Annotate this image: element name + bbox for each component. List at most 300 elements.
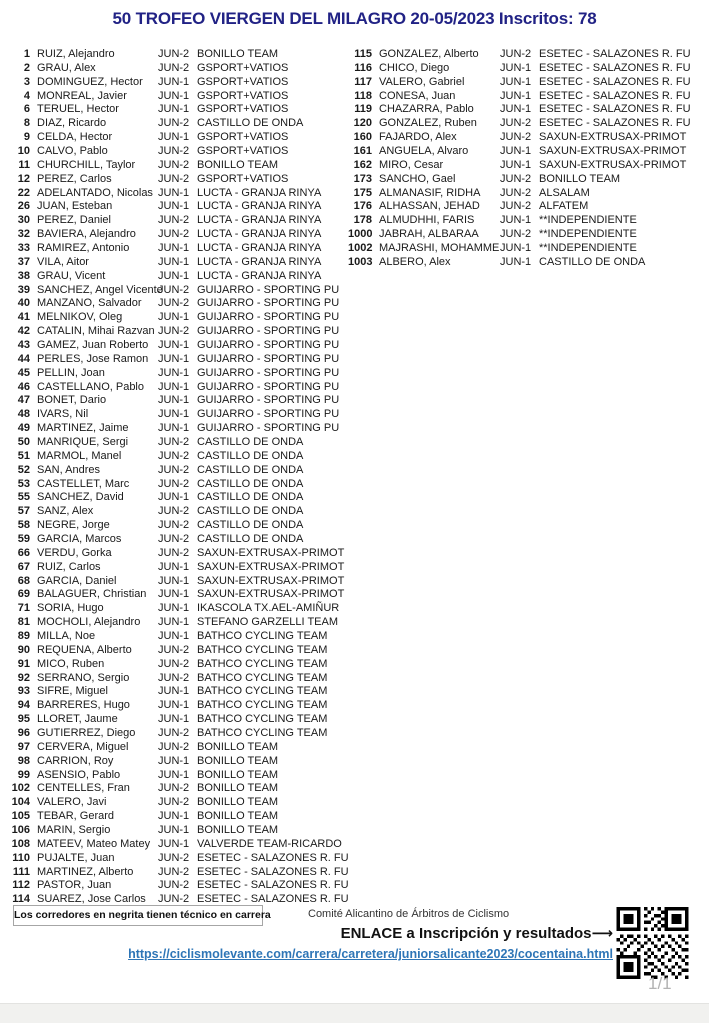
rider-number: 2 xyxy=(23,61,30,74)
rider-category: JUN-1 xyxy=(158,837,190,850)
rider-category: JUN-1 xyxy=(158,810,190,823)
rider-row xyxy=(348,75,706,89)
rider-name: CELDA, Hector xyxy=(37,131,113,144)
rider-row xyxy=(6,643,348,657)
rider-row xyxy=(348,241,706,255)
rider-number: 47 xyxy=(17,394,30,407)
riders-column-right xyxy=(348,47,706,269)
rider-row xyxy=(6,879,348,893)
rider-number: 1000 xyxy=(348,228,373,241)
rider-team: SAXUN-EXTRUSAX-PRIMOT xyxy=(197,588,345,601)
rider-row xyxy=(348,61,706,75)
rider-name: MELNIKOV, Oleg xyxy=(37,311,123,324)
rider-row xyxy=(348,130,706,144)
rider-row xyxy=(6,283,348,297)
rider-category: JUN-1 xyxy=(158,824,190,837)
rider-name: ANGUELA, Alvaro xyxy=(379,144,469,157)
rider-name: CONESA, Juan xyxy=(379,89,456,102)
rider-row xyxy=(6,768,348,782)
rider-row xyxy=(6,477,348,491)
rider-number: 89 xyxy=(17,630,30,643)
rider-name: SORIA, Hugo xyxy=(37,602,104,615)
rider-row xyxy=(348,144,706,158)
rider-name: MATEEV, Mateo Matey xyxy=(37,837,151,850)
rider-team: GUIJARRO - SPORTING PU xyxy=(197,325,340,338)
rider-number: 11 xyxy=(18,158,30,171)
rider-team: VALVERDE TEAM-RICARDO xyxy=(197,837,342,850)
rider-name: ALMANASIF, RIDHA xyxy=(379,186,481,199)
rider-row xyxy=(348,227,706,241)
rider-category: JUN-1 xyxy=(158,491,190,504)
rider-team: SAXUN-EXTRUSAX-PRIMOT xyxy=(539,144,687,157)
rider-team: ESETEC - SALAZONES R. FU xyxy=(539,117,691,130)
rider-name: MARIN, Sergio xyxy=(37,824,111,837)
rider-name: DIAZ, Ricardo xyxy=(37,117,107,130)
rider-team: ESETEC - SALAZONES R. FU xyxy=(539,75,691,88)
rider-team: BONILLO TEAM xyxy=(197,754,279,767)
rider-row xyxy=(6,47,348,61)
rider-name: NEGRE, Jorge xyxy=(37,519,110,532)
rider-number: 67 xyxy=(17,560,30,573)
rider-name: SANCHO, Gael xyxy=(379,172,456,185)
rider-row xyxy=(348,47,706,61)
rider-category: JUN-1 xyxy=(158,394,190,407)
rider-category: JUN-2 xyxy=(158,117,190,130)
rider-row xyxy=(6,213,348,227)
rider-category: JUN-1 xyxy=(158,75,190,88)
rider-team: STEFANO GARZELLI TEAM xyxy=(197,616,338,629)
rider-row xyxy=(6,393,348,407)
rider-number: 57 xyxy=(17,505,30,518)
rider-number: 99 xyxy=(17,768,30,781)
rider-number: 116 xyxy=(354,61,372,74)
rider-team: ALSALAM xyxy=(539,186,590,199)
committee-text: Comité Alicantino de Árbitros de Ciclismo xyxy=(308,908,510,920)
rider-row xyxy=(6,629,348,643)
rider-row xyxy=(6,795,348,809)
rider-number: 3 xyxy=(23,75,30,88)
rider-category: JUN-2 xyxy=(158,657,190,670)
rider-category: JUN-2 xyxy=(500,117,532,130)
rider-team: ESETEC - SALAZONES R. FU xyxy=(197,851,349,864)
rider-category: JUN-2 xyxy=(158,325,190,338)
rider-category: JUN-2 xyxy=(158,297,190,310)
rider-category: JUN-1 xyxy=(158,616,190,629)
rider-team: ESETEC - SALAZONES R. FU xyxy=(539,89,691,102)
rider-row xyxy=(6,199,348,213)
rider-category: JUN-2 xyxy=(500,131,532,144)
riders-column-left xyxy=(6,47,348,906)
rider-team: CASTILLO DE ONDA xyxy=(197,449,304,462)
rider-name: SANCHEZ, David xyxy=(37,491,124,504)
rider-name: MARTINEZ, Alberto xyxy=(37,865,134,878)
rider-name: ASENSIO, Pablo xyxy=(37,768,121,781)
rider-team: GSPORT+VATIOS xyxy=(197,144,289,157)
rider-number: 162 xyxy=(353,158,372,171)
rider-name: CENTELLES, Fran xyxy=(37,782,130,795)
rider-name: SANCHEZ, Angel Vicente xyxy=(37,283,163,296)
rider-name: GARCIA, Marcos xyxy=(37,533,122,545)
rider-team: SAXUN-EXTRUSAX-PRIMOT xyxy=(539,131,687,144)
rider-category: JUN-1 xyxy=(158,103,190,116)
results-link-label: ENLACE a Inscripción y resultados⟶ xyxy=(340,925,613,942)
rider-name: RAMIREZ, Antonio xyxy=(37,241,130,254)
rider-name: VERDU, Gorka xyxy=(37,546,112,559)
rider-number: 117 xyxy=(354,75,372,88)
rider-number: 58 xyxy=(17,519,30,532)
rider-row xyxy=(6,615,348,629)
rider-row xyxy=(6,726,348,740)
rider-category: JUN-1 xyxy=(500,103,532,116)
rider-row xyxy=(6,102,348,116)
rider-row xyxy=(6,241,348,255)
rider-row xyxy=(348,172,706,186)
rider-row xyxy=(6,172,348,186)
rider-number: 112 xyxy=(12,879,30,892)
rider-row xyxy=(6,227,348,241)
rider-row xyxy=(6,116,348,130)
rider-team: BONILLO TEAM xyxy=(197,158,279,171)
rider-row xyxy=(6,366,348,380)
rider-category: JUN-2 xyxy=(158,533,190,545)
rider-category: JUN-1 xyxy=(158,713,190,726)
rider-row xyxy=(6,255,348,269)
rider-name: CATALIN, Mihai Razvan xyxy=(37,325,155,338)
rider-name: JABRAH, ALBARAA xyxy=(379,228,479,241)
rider-name: MARMOL, Manel xyxy=(37,449,122,462)
rider-name: VALERO, Gabriel xyxy=(379,75,465,88)
rider-category: JUN-2 xyxy=(158,158,190,171)
rider-row xyxy=(6,574,348,588)
rider-name: BARRERES, Hugo xyxy=(37,699,130,712)
rider-number: 44 xyxy=(17,352,30,365)
rider-category: JUN-2 xyxy=(158,865,190,878)
rider-row xyxy=(6,823,348,837)
rider-team: BATHCO CYCLING TEAM xyxy=(197,699,328,712)
rider-team: GSPORT+VATIOS xyxy=(197,89,289,102)
rider-team: BONILLO TEAM xyxy=(539,172,621,185)
rider-row xyxy=(6,407,348,421)
rider-team: GUIJARRO - SPORTING PU xyxy=(197,297,340,310)
rider-name: CARRION, Roy xyxy=(37,754,114,767)
rider-name: PUJALTE, Juan xyxy=(37,851,115,864)
rider-row xyxy=(6,740,348,754)
rider-number: 114 xyxy=(12,893,30,906)
rider-team: LUCTA - GRANJA RINYA xyxy=(197,186,322,199)
rider-team: CASTILLO DE ONDA xyxy=(197,435,304,448)
rider-number: 55 xyxy=(17,491,30,504)
rider-number: 42 xyxy=(17,325,30,338)
rider-team: GUIJARRO - SPORTING PU xyxy=(197,408,340,421)
rider-row xyxy=(348,102,706,116)
rider-number: 6 xyxy=(23,103,30,116)
rider-number: 160 xyxy=(353,131,372,144)
rider-row xyxy=(348,199,706,213)
rider-row xyxy=(6,698,348,712)
rider-number: 10 xyxy=(17,144,30,157)
rider-name: RUIZ, Alejandro xyxy=(37,47,115,60)
rider-number: 120 xyxy=(353,117,372,130)
rider-team: BONILLO TEAM xyxy=(197,796,279,809)
rider-row xyxy=(6,851,348,865)
rider-team: LUCTA - GRANJA RINYA xyxy=(197,228,322,241)
rider-category: JUN-1 xyxy=(158,602,190,615)
rider-name: VILA, Aitor xyxy=(37,255,89,268)
rider-team: BONILLO TEAM xyxy=(197,824,279,837)
rider-category: JUN-2 xyxy=(158,796,190,809)
rider-category: JUN-1 xyxy=(158,380,190,393)
rider-team: GSPORT+VATIOS xyxy=(197,75,289,88)
rider-category: JUN-2 xyxy=(500,172,532,185)
rider-number: 173 xyxy=(353,172,372,185)
rider-category: JUN-2 xyxy=(158,144,190,157)
rider-number: 95 xyxy=(17,713,30,726)
rider-number: 30 xyxy=(17,214,30,227)
rider-number: 105 xyxy=(11,810,30,823)
rider-number: 40 xyxy=(17,297,30,310)
rider-name: PEREZ, Carlos xyxy=(37,172,112,185)
rider-category: JUN-2 xyxy=(158,47,190,60)
rider-category: JUN-2 xyxy=(158,851,190,864)
rider-name: MANRIQUE, Sergi xyxy=(37,435,129,448)
rider-team: BATHCO CYCLING TEAM xyxy=(197,657,328,670)
rider-team: GUIJARRO - SPORTING PU xyxy=(197,311,340,324)
rider-category: JUN-1 xyxy=(158,269,190,282)
rider-number: 50 xyxy=(17,435,30,448)
bold-riders-note: Los corredores en negrita tienen técnico en carrera xyxy=(13,905,263,926)
rider-number: 39 xyxy=(17,283,30,296)
rider-row xyxy=(6,421,348,435)
rider-team: CASTILLO DE ONDA xyxy=(197,505,304,518)
rider-name: RUIZ, Carlos xyxy=(37,560,101,573)
rider-row xyxy=(6,130,348,144)
rider-row xyxy=(6,75,348,89)
rider-category: JUN-1 xyxy=(158,89,190,102)
rider-category: JUN-1 xyxy=(500,61,532,74)
rider-category: JUN-2 xyxy=(158,546,190,559)
rider-row xyxy=(6,310,348,324)
rider-team: ALFATEM xyxy=(539,200,589,213)
rider-number: 53 xyxy=(17,477,30,490)
rider-number: 104 xyxy=(11,796,30,809)
rider-name: CASTELLANO, Pablo xyxy=(37,380,144,393)
rider-number: 66 xyxy=(17,546,30,559)
rider-team: ESETEC - SALAZONES R. FU xyxy=(539,103,691,116)
rider-row xyxy=(348,213,706,227)
rider-team: GUIJARRO - SPORTING PU xyxy=(197,380,340,393)
rider-category: JUN-1 xyxy=(158,574,190,587)
rider-category: JUN-1 xyxy=(500,241,532,254)
rider-row xyxy=(6,657,348,671)
rider-number: 93 xyxy=(17,685,30,698)
rider-name: MONREAL, Javier xyxy=(37,89,127,102)
rider-team: SAXUN-EXTRUSAX-PRIMOT xyxy=(197,546,345,559)
rider-number: 12 xyxy=(17,172,30,185)
rider-number: 51 xyxy=(17,449,30,462)
rider-category: JUN-1 xyxy=(158,200,190,213)
rider-category: JUN-2 xyxy=(500,186,532,199)
rider-name: JUAN, Esteban xyxy=(37,200,113,213)
rider-team: GSPORT+VATIOS xyxy=(197,61,289,74)
rider-category: JUN-2 xyxy=(500,228,532,241)
rider-team: ESETEC - SALAZONES R. FU xyxy=(197,865,349,878)
rider-category: JUN-2 xyxy=(158,505,190,518)
rider-team: BONILLO TEAM xyxy=(197,768,279,781)
rider-number: 92 xyxy=(17,671,30,684)
rider-category: JUN-1 xyxy=(500,214,532,227)
rider-number: 71 xyxy=(17,602,30,615)
rider-team: BATHCO CYCLING TEAM xyxy=(197,713,328,726)
rider-name: CHICO, Diego xyxy=(379,61,450,74)
rider-team: BATHCO CYCLING TEAM xyxy=(197,671,328,684)
rider-number: 81 xyxy=(17,616,30,629)
rider-name: PERLES, Jose Ramon xyxy=(37,352,149,365)
rider-row xyxy=(6,782,348,796)
rider-team: BATHCO CYCLING TEAM xyxy=(197,630,328,643)
rider-number: 111 xyxy=(12,865,30,878)
rider-team: SAXUN-EXTRUSAX-PRIMOT xyxy=(197,574,345,587)
rider-number: 175 xyxy=(353,186,372,199)
rider-number: 33 xyxy=(17,241,30,254)
rider-category: JUN-2 xyxy=(158,643,190,656)
rider-row xyxy=(6,588,348,602)
rider-row xyxy=(6,435,348,449)
rider-number: 161 xyxy=(353,144,372,157)
rider-name: SANZ, Alex xyxy=(37,505,94,518)
rider-row xyxy=(6,712,348,726)
page-title: 50 TROFEO VIERGEN DEL MILAGRO 20-05/2023 Inscritos: 78 xyxy=(112,9,597,28)
rider-team: CASTILLO DE ONDA xyxy=(197,533,304,545)
rider-category: JUN-2 xyxy=(158,435,190,448)
rider-number: 49 xyxy=(17,422,30,435)
rider-name: SUAREZ, Jose Carlos xyxy=(37,893,146,906)
rider-row xyxy=(6,269,348,283)
rider-number: 45 xyxy=(17,366,30,379)
rider-number: 94 xyxy=(17,699,30,712)
rider-row xyxy=(348,255,706,269)
rider-name: CALVO, Pablo xyxy=(37,144,108,157)
rider-category: JUN-2 xyxy=(158,893,190,906)
rider-category: JUN-2 xyxy=(158,879,190,892)
rider-category: JUN-2 xyxy=(158,740,190,753)
rider-name: DOMINGUEZ, Hector xyxy=(37,75,143,88)
rider-team: GSPORT+VATIOS xyxy=(197,103,289,116)
rider-name: CHAZARRA, Pablo xyxy=(379,103,474,116)
rider-number: 68 xyxy=(17,574,30,587)
rider-category: JUN-1 xyxy=(158,131,190,144)
rider-category: JUN-1 xyxy=(158,560,190,573)
rider-name: GRAU, Alex xyxy=(37,61,96,74)
rider-number: 118 xyxy=(354,89,372,102)
rider-team: SAXUN-EXTRUSAX-PRIMOT xyxy=(197,560,345,573)
rider-team: BATHCO CYCLING TEAM xyxy=(197,643,328,656)
rider-name: MILLA, Noe xyxy=(37,630,96,643)
rider-name: REQUENA, Alberto xyxy=(37,643,132,656)
rider-row xyxy=(6,352,348,366)
rider-row xyxy=(6,463,348,477)
rider-name: CASTELLET, Marc xyxy=(37,477,130,490)
page-indicator: 1/1 xyxy=(648,974,672,993)
rider-category: JUN-1 xyxy=(158,685,190,698)
rider-row xyxy=(6,560,348,574)
rider-category: JUN-1 xyxy=(158,186,190,199)
rider-row xyxy=(6,601,348,615)
rider-name: GONZALEZ, Alberto xyxy=(379,47,479,60)
rider-category: JUN-1 xyxy=(158,241,190,254)
rider-team: GSPORT+VATIOS xyxy=(197,131,289,144)
results-link[interactable]: https://ciclismolevante.com/carrera/carretera/juniorsalicante2023/cocentaina.html xyxy=(128,947,613,961)
rider-category: JUN-1 xyxy=(158,768,190,781)
rider-name: GAMEZ, Juan Roberto xyxy=(37,338,149,351)
rider-team: ESETEC - SALAZONES R. FU xyxy=(539,61,691,74)
rider-name: PELLIN, Joan xyxy=(37,366,105,379)
rider-number: 52 xyxy=(17,463,30,476)
rider-team: CASTILLO DE ONDA xyxy=(539,255,646,268)
rider-name: SIFRE, Miguel xyxy=(37,685,108,698)
rider-number: 38 xyxy=(17,269,30,282)
rider-number: 26 xyxy=(17,200,30,213)
rider-category: JUN-1 xyxy=(158,408,190,421)
rider-number: 176 xyxy=(353,200,372,213)
rider-number: 119 xyxy=(354,103,372,116)
rider-category: JUN-2 xyxy=(158,671,190,684)
rider-row xyxy=(6,449,348,463)
rider-team: BONILLO TEAM xyxy=(197,810,279,823)
rider-team: CASTILLO DE ONDA xyxy=(197,463,304,476)
rider-row xyxy=(348,116,706,130)
rider-name: PASTOR, Juan xyxy=(37,879,112,892)
rider-name: BALAGUER, Christian xyxy=(37,588,147,601)
rider-name: GARCIA, Daniel xyxy=(37,574,117,587)
rider-name: BAVIERA, Alejandro xyxy=(37,228,136,241)
rider-team: **INDEPENDIENTE xyxy=(539,214,637,227)
rider-name: BONET, Dario xyxy=(37,394,107,407)
rider-name: MIRO, Cesar xyxy=(379,158,444,171)
rider-row xyxy=(6,546,348,560)
rider-name: SAN, Andres xyxy=(37,463,100,476)
rider-number: 43 xyxy=(17,338,30,351)
rider-category: JUN-2 xyxy=(500,200,532,213)
rider-team: CASTILLO DE ONDA xyxy=(197,477,304,490)
rider-number: 98 xyxy=(17,754,30,767)
rider-row xyxy=(6,837,348,851)
rider-team: ESETEC - SALAZONES R. FU xyxy=(197,879,349,892)
rider-category: JUN-1 xyxy=(500,255,532,268)
rider-category: JUN-2 xyxy=(158,449,190,462)
rider-category: JUN-2 xyxy=(158,61,190,74)
rider-team: BONILLO TEAM xyxy=(197,782,279,795)
rider-name: MANZANO, Salvador xyxy=(37,297,142,310)
rider-category: JUN-2 xyxy=(158,727,190,740)
rider-name: GONZALEZ, Ruben xyxy=(379,117,477,130)
rider-name: ALBERO, Alex xyxy=(379,255,451,268)
rider-name: SERRANO, Sergio xyxy=(37,671,130,684)
rider-row xyxy=(6,324,348,338)
rider-name: FAJARDO, Alex xyxy=(379,131,457,144)
rider-number: 106 xyxy=(11,824,30,837)
rider-team: IKASCOLA TX.AEL-AMIÑUR xyxy=(197,602,340,615)
rider-name: VALERO, Javi xyxy=(37,796,107,809)
rider-team: **INDEPENDIENTE xyxy=(539,228,637,241)
rider-number: 9 xyxy=(23,131,30,144)
rider-category: JUN-2 xyxy=(158,214,190,227)
rider-row xyxy=(6,491,348,505)
rider-name: TEBAR, Gerard xyxy=(37,810,115,823)
rider-name: MOCHOLI, Alejandro xyxy=(37,616,141,629)
rider-number: 4 xyxy=(23,89,30,102)
rider-category: JUN-2 xyxy=(158,463,190,476)
rider-name: LLORET, Jaume xyxy=(37,713,118,726)
